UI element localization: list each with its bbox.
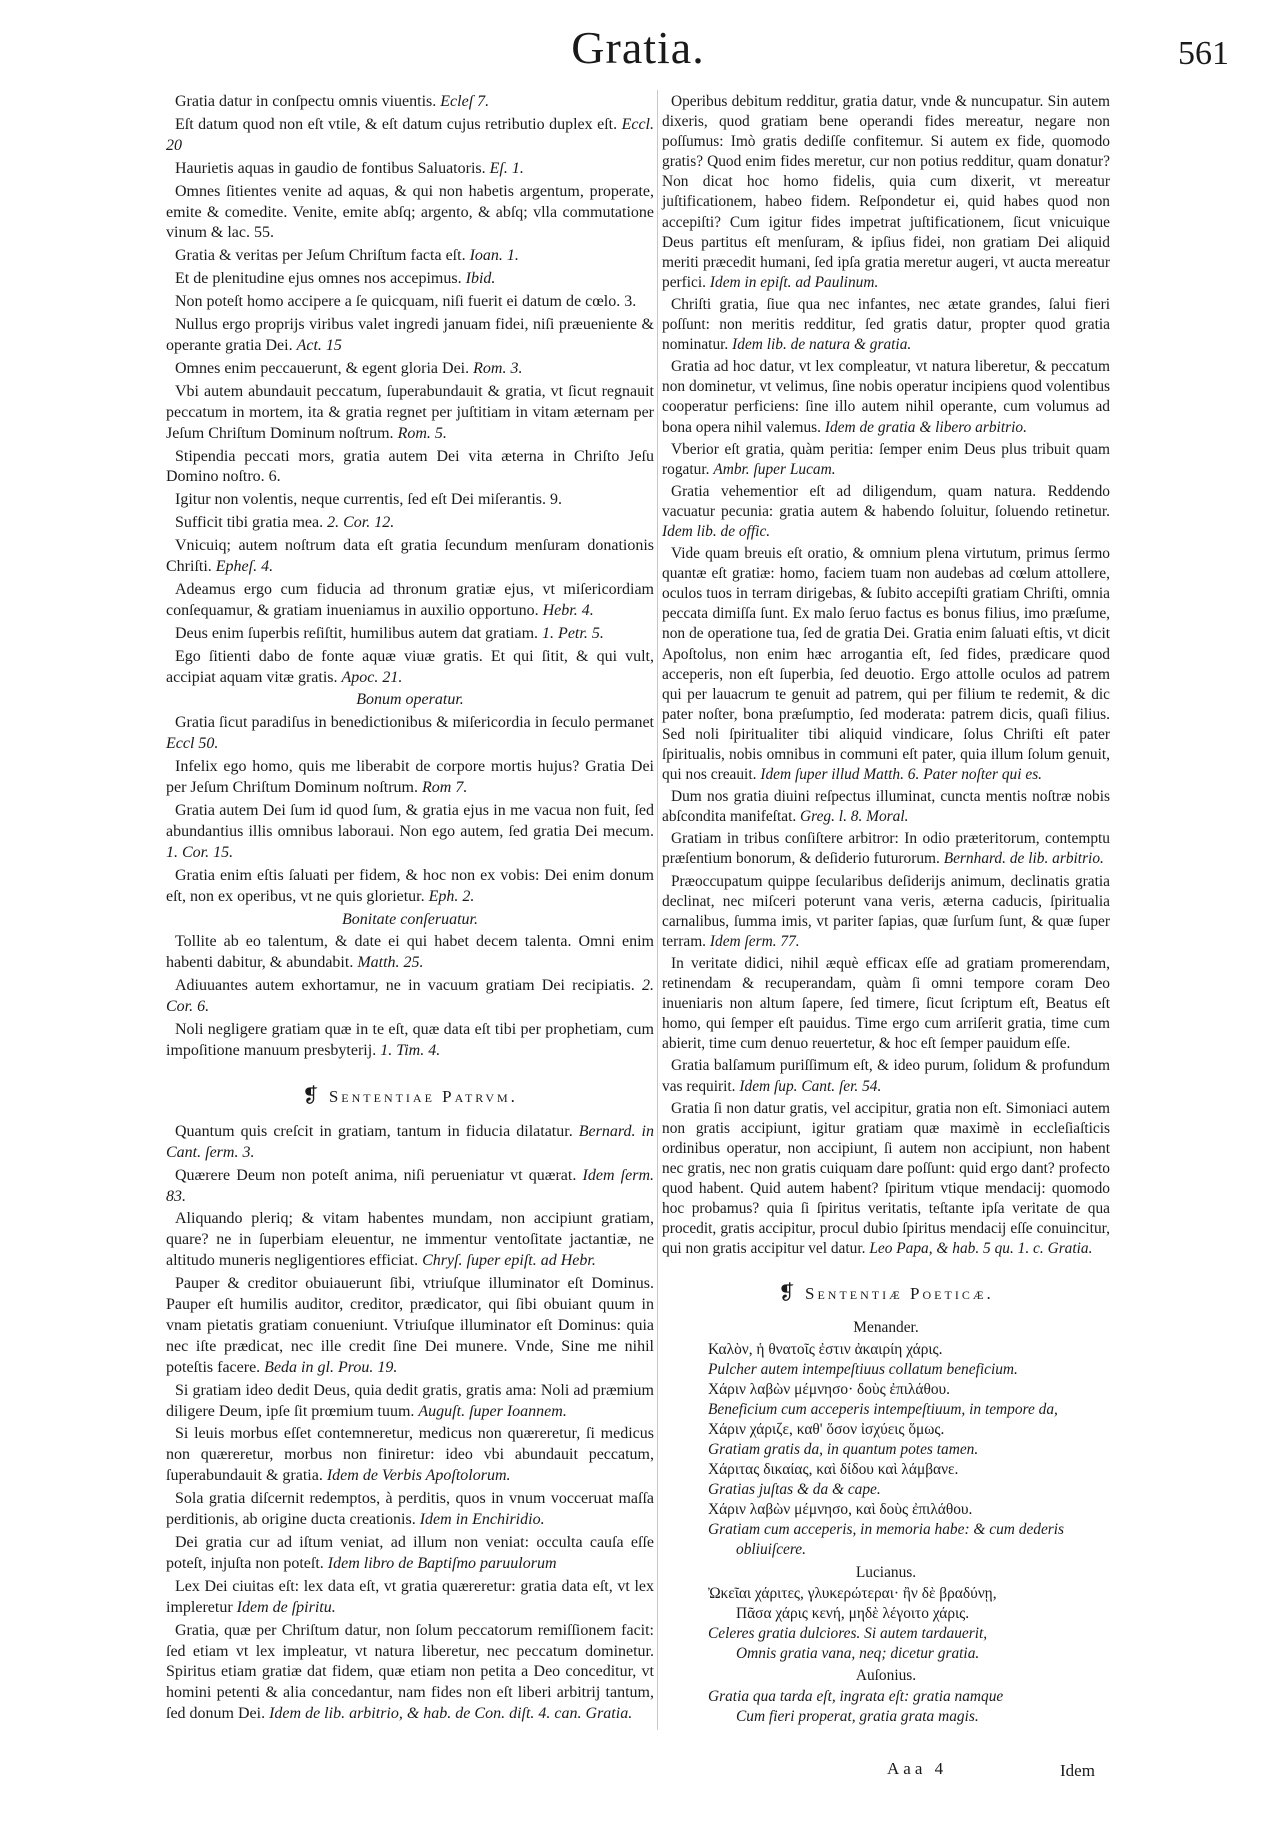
verse-line: obliuiſcere. <box>736 1541 806 1559</box>
left-column <box>166 92 654 1727</box>
printer-signature: Aaa 4 <box>887 1759 948 1778</box>
quotation-entry <box>166 580 654 622</box>
quotation-text: Chriſti gratia, ſiue qua nec infantes, nec ætate grandes, ſalui fieri poſſunt: non meritis redditur, ſed gratis datur, propter quod gratia nominatur. <box>662 295 1110 354</box>
poet-name: Menander. <box>853 1319 919 1337</box>
quotation-entry <box>662 440 1110 480</box>
subheading-bonum-operatur: Bonum operatur. <box>356 691 464 709</box>
subheading-bonitate-conseruatur: Bonitate conſeruatur. <box>342 910 478 928</box>
quotation-entry <box>662 295 1110 355</box>
quotation-citation: Idem de gratia & libero arbitrio. <box>824 418 1027 436</box>
quotation-entry <box>166 269 654 290</box>
quotation-citation: Ambr. ſuper Lucam. <box>713 460 836 478</box>
quotation-text: Quantum quis creſcit in gratiam, tantum in fiducia dilatatur. <box>175 1122 573 1140</box>
quotation-entry <box>166 447 654 489</box>
quotation-entry <box>166 115 654 157</box>
quotation-citation: Matth. 25. <box>357 954 424 972</box>
quotation-citation: Idem libro de Baptiſmo paruulorum <box>327 1554 557 1572</box>
running-title: Gratia. <box>571 22 705 73</box>
quotation-entry <box>166 624 654 645</box>
quotation-entry <box>166 1489 654 1531</box>
quotation-text: Si leuis morbus eſſet contemneretur, medicus non quæreretur, ſi medicus non quæreretur, morbus non finiretur: ideo vbi abundauit peccatum, ſuperabundauit & gratia. <box>166 1425 654 1485</box>
quotation-citation: Eccl 50. <box>166 735 219 753</box>
quotation-entry <box>166 292 654 313</box>
quotation-entry <box>166 1209 654 1272</box>
verse-line: Celeres gratia dulciores. Si autem tardauerit, <box>708 1624 988 1642</box>
quotation-entry <box>166 1424 654 1487</box>
quotation-text: Præoccupatum quippe ſecularibus deſiderijs animum, declinatis gratia declinat, nec miſceri poterunt vana veris, æterna caducis, ſpiritualia carnalibus, ſumma imis, vt pariter ſapias, quæ ſurſum ſunt, & quæ ſuper terram. <box>662 872 1110 950</box>
quotation-entry <box>166 246 654 267</box>
quotation-entry <box>662 482 1110 542</box>
quotation-citation: Bernard. in Cant. ſerm. 3. <box>166 1122 655 1161</box>
quotation-citation: Rom. 5. <box>397 424 447 442</box>
section-heading-label: Sententiæ Poeticæ. <box>805 1284 994 1304</box>
quotation-entry <box>662 787 1110 827</box>
verse-line: Ὠκεῖαι χάριτες, γλυκερώτεραι· ἢν δὲ βραδύνῃ, <box>708 1584 997 1602</box>
quotation-citation: Eph. 2. <box>428 887 475 905</box>
verse-line: Χάριν λαβὼν μέμνησο, καὶ δοὺς ἐπιλάθου. <box>708 1501 973 1519</box>
quotation-text: Sufficit tibi gratia mea. <box>175 514 324 532</box>
quotation-citation: Leo Papa, & hab. 5 qu. 1. c. Gratia. <box>869 1240 1093 1258</box>
quotation-text: Gratia & veritas per Jeſum Chriſtum facta eſt. <box>175 247 466 265</box>
quotation-citation: Idem ſuper illud Matth. 6. Pater noſter qui es. <box>760 766 1043 784</box>
left-entries-scripture <box>166 92 654 688</box>
quotation-text: Pauper & creditor obuiauerunt ſibi, vtriuſque illuminator eſt Dominus. Pauper eſt humilis auditor, creditor, prædicator, qui ſibi obuiant quum in vnam pietatis gratiam conueniunt. Vtriuſque illuminator eſt Dominus: quia nec iſte prædicat, nec ille credit ſine Dei munere. Vnde, Sine me nihil poteſtis facere. <box>166 1275 654 1376</box>
quotation-citation: Beda in gl. Prou. 19. <box>264 1358 398 1376</box>
quotation-text: Gratia ſicut paradiſus in benedictionibus & miſericordia in ſeculo permanet <box>175 714 654 732</box>
quotation-entry <box>166 1621 654 1726</box>
section-heading-label: Sententiae Patrvm. <box>328 1086 518 1106</box>
left-entries-scripture-3 <box>166 932 654 1061</box>
verse-line: Beneficium cum acceperis intempeſtiuum, in tempore da, <box>708 1400 1058 1418</box>
quotation-text: Gratia vehementior eſt ad diligendum, quam natura. Reddendo vacuatur pecunia: gratia autem & habendo ſoluitur, ſoluendo retinetur. <box>662 482 1110 520</box>
left-entries-scripture-2 <box>166 713 654 907</box>
quotation-text: Dei gratia cur ad iſtum veniat, ad illum non veniat: occulta cauſa eſſe poteſt, injuſta non poteſt. <box>166 1534 654 1572</box>
quotation-entry <box>166 1122 654 1164</box>
quotation-text: In veritate didici, nihil æquè efficax eſſe ad gratiam promerendam, retinendam & recuperandam, quàm ſi omni tempore coram Deo inueniaris non altum ſapere, ſed timere, ſicut ſcriptum eſt, Beatus eſt homo, qui ſemper eſt pauidus. Time ergo cum arriſerit gratia, time cum abierit, time cum denuo reuertetur, & hoc eſt ſemper pauidum eſſe. <box>662 954 1110 1053</box>
quotation-text: Aliquando pleriq; & vitam habentes mundam, non accipiunt gratiam, quare? ne in ſuperbiam eleuentur, ne immentur ventoſitate jactantiæ, ne altitudo muneris negligentiores efficiat. <box>166 1210 654 1270</box>
quotation-entry <box>166 1577 654 1619</box>
verse-line: Χάριν λαβὼν μέμνησο· δοὺς ἐπιλάθου. <box>708 1380 950 1398</box>
quotation-citation: Epheſ. 4. <box>215 558 274 576</box>
quotation-entry <box>166 713 654 755</box>
quotation-entry <box>166 92 654 113</box>
quotation-citation: Apoc. 21. <box>341 668 403 686</box>
quotation-citation: Act. 15 <box>296 336 342 354</box>
quotation-citation: Idem in epiſt. ad Paulinum. <box>709 273 879 291</box>
quotation-text: Gratia enim eſtis ſaluati per fidem, & hoc non ex vobis: Dei enim donum eſt, non ex operibus, vt ne quis glorietur. <box>166 866 654 905</box>
quotation-text: Tollite ab eo talentum, & date ei qui habet decem talenta. Omni enim habenti dabitur, & abundabit. <box>166 933 654 972</box>
verse-block <box>708 1340 1110 1561</box>
quotation-text: Gratia autem Dei ſum id quod ſum, & gratia ejus in me vacua non fuit, ſed abundantius illis omnibus laboraui. Non ego autem, ſed gratia Dei mecum. <box>166 802 654 840</box>
quotation-text: Vide quam breuis eſt oratio, & omnium plena virtutum, primus ſermo quantæ eſt gratiæ: homo, faciem tuam non audebas ad cœlum attollere, oculos tuos in terram dirigebas, & ſubito accepiſti gratiam Chriſti, omnia peccata dimiſſa ſunt. Ex malo ſeruo factus es bonus filius, imo præſume, non de operatione tua, ſed de gratia Dei. Gratia enim ſaluati eſtis, vt dicit Apoſtolus, non enim hæc arrogantia eſt, ſed fides, prædicare quod acceperis, non eſt ſuperbia, ſed deuotio. Ergo attolle oculos ad patrem qui per lauacrum te genuit ad patrem, qui per filium te redemit, & dic pater noſter, bona præſumptio, ſed moderata: patrem dicis, quaſi filius. Sed noli ſpiritualiter tibi aliquid vindicare, ſolus Chriſti eſt pater ſpiritualis, nobis omnibus in communi eſt pater, quia illum ſolum genuit, qui nos creauit. <box>662 545 1110 784</box>
quotation-entry <box>166 1166 654 1208</box>
right-entries-patrum <box>662 92 1110 1259</box>
verse-line: Omnis gratia vana, neq; dicetur gratia. <box>736 1644 980 1662</box>
quotation-text: Dum nos gratia diuini reſpectus illuminat, cuncta mentis noſtræ nobis abſcondita manifeſtat. <box>662 788 1110 826</box>
quotation-entry <box>662 92 1110 293</box>
quotation-text: Gratia ad hoc datur, vt lex compleatur, vt natura liberetur, & peccatum non dominetur, vt velimus, ſine nobis operatur incipiens quod volentibus cooperatur perficiens: ſine illo autem nihil operante, cum volumus ad bona opera nihil valemus. <box>662 358 1110 436</box>
left-entries-patrum <box>166 1122 654 1725</box>
quotation-text: Si gratiam ideo dedit Deus, quia dedit gratis, gratis ama: Noli ad præmium diligere Deum, ipſe ſit prœmium tuum. <box>166 1381 654 1420</box>
quotation-citation: Hebr. 4. <box>542 601 594 619</box>
quotation-text: Vnicuiq; autem noſtrum data eſt gratia ſecundum menſuram donationis Chriſti. <box>166 537 654 576</box>
quotation-text: Infelix ego homo, quis me liberabit de corpore mortis hujus? Gratia Dei per Jeſum Chriſtum Dominum noſtrum. <box>166 758 654 797</box>
section-heading-poeticae <box>662 1283 1110 1304</box>
verse-line: Πᾶσα χάρις κενή, μηδὲ λέγοιτο χάρις. <box>736 1604 970 1622</box>
quotation-text: Operibus debitum redditur, gratia datur, vnde & nuncupatur. Sin autem dixeris, quod gratiam bene operandi fides mereatur, negare non poſſumus: Imò gratis dediſſe confitemur. Si autem ex fide, quomodo gratis? Quod enim fides meretur, cur non potius redditur, quam donatur? Non dicat hoc homo fidelis, quia cum dixerit, vt mereatur juſtificationem, habeo fidem. Reſpondetur ei, quid habes quod non accepiſti? Cum igitur fides impetrat juſtificationem, ſicut vnicuique Deus partitus eſt menſuram, & ipſius fidei, non gratiam Dei aliquid meriti præcedit humani, ſed ipſa gratia meretur augeri, vt aucta mereatur perfici. <box>662 93 1110 291</box>
quotation-entry <box>166 1381 654 1423</box>
quotation-citation: 2. Cor. 6. <box>166 977 654 1016</box>
verse-line: Καλὸν, ἡ θνατοῖς ἐστιν ἀκαιρίη χάρις. <box>708 1340 943 1358</box>
poetic-quotations <box>662 1318 1110 1727</box>
pilcrow-icon: ❡ <box>778 1282 796 1305</box>
quotation-entry <box>166 647 654 689</box>
quotation-citation: Eſ. 1. <box>489 159 524 177</box>
quotation-text: Et de plenitudine ejus omnes nos accepimus. <box>175 270 462 288</box>
quotation-text: Nullus ergo proprijs viribus valet ingredi januam fidei, niſi præueniente & operante gratia Dei. <box>166 316 654 354</box>
verse-block <box>708 1687 1110 1727</box>
verse-line: Gratiam gratis da, in quantum potes tamen. <box>708 1441 979 1458</box>
quotation-citation: Ecleſ 7. <box>440 93 490 110</box>
quotation-text: Adeamus ergo cum fiducia ad thronum gratiæ ejus, vt miſericordiam conſequamur, & gratiam inueniamus in auxilio opportuno. <box>166 580 654 619</box>
right-column <box>662 92 1110 1727</box>
quotation-citation: Idem de lib. arbitrio, & hab. de Con. diſt. 4. can. Gratia. <box>269 1705 633 1723</box>
verse-block <box>708 1584 1110 1664</box>
pilcrow-icon: ❡ <box>302 1084 319 1107</box>
quotation-text: Omnes enim peccauerunt, & egent gloria Dei. <box>175 359 470 377</box>
poet-name: Auſonius. <box>855 1667 917 1685</box>
quotation-entry <box>662 544 1110 785</box>
page-number: 561 <box>1178 35 1229 72</box>
quotation-entry <box>662 357 1110 437</box>
quotation-entry <box>662 1056 1110 1096</box>
quotation-entry <box>166 359 654 380</box>
quotation-text: Haurietis aquas in gaudio de fontibus Saluatoris. <box>175 159 486 177</box>
quotation-entry <box>166 382 654 445</box>
quotation-citation: Idem lib. de offic. <box>662 522 771 540</box>
quotation-text: Gratia balſamum puriſſimum eſt, & ideo purum, ſolidum & profundum vas requirit. <box>662 1057 1110 1095</box>
quotation-citation: Idem in Enchiridio. <box>419 1511 545 1529</box>
quotation-citation: Idem lib. de natura & gratia. <box>732 336 912 354</box>
quotation-text: Gratia datur in conſpectu omnis viuentis. <box>175 93 437 110</box>
quotation-text: Sola gratia diſcernit redemptos, à perditis, quos in vnum vocceruat maſſa perditionis, ab origine ducta creationis. <box>166 1490 654 1529</box>
column-rule <box>657 90 658 1730</box>
quotation-entry <box>166 976 654 1018</box>
verse-line: Cum fieri properat, gratia grata magis. <box>736 1708 979 1726</box>
quotation-text: Non poteſt homo accipere a ſe quicquam, niſi fuerit ei datum de cœlo. 3. <box>175 293 637 311</box>
quotation-citation: Idem de ſpiritu. <box>236 1598 336 1616</box>
quotation-entry <box>166 866 654 908</box>
verse-line: Χάριτας δικαίας, καὶ δίδου καὶ λάμβανε. <box>708 1461 959 1479</box>
quotation-entry <box>166 801 654 864</box>
quotation-citation: Chryſ. ſuper epiſt. ad Hebr. <box>422 1252 596 1270</box>
quotation-citation: Idem ſup. Cant. ſer. 54. <box>739 1077 882 1095</box>
quotation-citation: Ibid. <box>465 270 496 288</box>
quotation-entry <box>166 1274 654 1379</box>
verse-line: Gratia qua tarda eſt, ingrata eſt: gratia namque <box>708 1688 1004 1706</box>
quotation-entry <box>662 872 1110 952</box>
poet-name: Lucianus. <box>855 1563 917 1581</box>
quotation-citation: Bernhard. de lib. arbitrio. <box>943 850 1104 868</box>
quotation-text: Igitur non volentis, neque currentis, ſed eſt Dei miſerantis. 9. <box>175 491 563 509</box>
quotation-entry <box>166 490 654 511</box>
quotation-entry <box>166 513 654 534</box>
quotation-text: Vberior eſt gratia, quàm peritia: ſemper enim Deus plus tribuit quam rogatur. <box>662 440 1110 478</box>
section-heading-patrum <box>166 1086 654 1108</box>
quotation-text: Gratia ſi non datur gratis, vel accipitur, gratia non eſt. Simoniaci autem non gratis accipiunt, igitur gratiam quæ maximè in eccleſiaſticis ordinibus operatur, non accipiunt, ſi autem non accipiunt, non habent nec gratis, nec non gratis cuiquam dare poſſunt: quid ergo dant? profecto quod habent. Quid autem habent? ſpiritum vtique mendacij: quomodo hoc probamus? quia ſi ſpiritus veritatis, teſtante ipſa veritate de qua procedit, gratis accipitur, procul dubio ſpiritus mendacij eſſe conuincitur, qui non gratis accipitur vel datur. <box>662 1099 1110 1258</box>
quotation-text: Quærere Deum non poteſt anima, niſi perueniatur vt quærat. <box>175 1166 577 1184</box>
quotation-citation: 1. Tim. 4. <box>380 1041 441 1059</box>
quotation-entry <box>166 536 654 578</box>
quotation-entry <box>662 1099 1110 1260</box>
quotation-entry <box>662 829 1110 869</box>
verse-line: Pulcher autem intempeſtiuus collatum beneficium. <box>708 1360 1018 1378</box>
verse-line: Gratias juſtas & da & cape. <box>708 1481 881 1499</box>
verse-line: Χάριν χάριζε, καθ' ὅσον ἰσχύεις ὅμως. <box>708 1420 945 1438</box>
quotation-citation: Greg. l. 8. Moral. <box>800 808 909 826</box>
quotation-citation: Auguſt. ſuper Ioannem. <box>418 1402 567 1420</box>
quotation-citation: Idem de Verbis Apoſtolorum. <box>326 1467 511 1485</box>
quotation-citation: Rom. 3. <box>473 359 523 377</box>
quotation-citation: Idem ſerm. 83. <box>166 1166 655 1205</box>
quotation-entry <box>166 1533 654 1575</box>
quotation-text: Vbi autem abundauit peccatum, ſuperabundauit & gratia, vt ſicut regnauit peccatum in mortem, ita & gratia regnet per juſtitiam in vitam æternam per Jeſum Chriſtum Dominum noſtrum. <box>166 382 654 442</box>
quotation-text: Stipendia peccati mors, gratia autem Dei vita æterna in Chriſto Jeſu Domino noſtro. 6. <box>166 447 654 486</box>
quotation-citation: Ioan. 1. <box>469 247 519 265</box>
quotation-text: Eſt datum quod non eſt vtile, & eſt datum cujus retributio duplex eſt. <box>175 115 618 133</box>
quotation-text: Noli negligere gratiam quæ in te eſt, quæ data eſt tibi per prophetiam, cum impoſitione manuum presbyterij. <box>166 1021 654 1059</box>
quotation-text: Gratiam in tribus conſiſtere arbitror: In odio præteritorum, contemptu præſentium bonorum, & deſiderio futurorum. <box>662 830 1110 868</box>
quotation-entry <box>662 954 1110 1054</box>
quotation-citation: 1. Petr. 5. <box>542 624 604 642</box>
quotation-entry <box>166 315 654 357</box>
quotation-citation: Rom 7. <box>421 779 468 797</box>
quotation-citation: 2. Cor. 12. <box>327 514 395 532</box>
catchword: Idem <box>1060 1761 1095 1780</box>
quotation-text: Omnes ſitientes venite ad aquas, & qui non habetis argentum, properate, emite & comedite. Venite, emite abſq; argento, & abſq; vlla commutatione vinum & lac. 55. <box>166 182 654 242</box>
quotation-entry <box>166 182 654 245</box>
quotation-text: Gratia, quæ per Chriſtum datur, non ſolum peccatorum remiſſionem facit: ſed etiam vt lex impleatur, vt natura liberetur, nec peccatum dominetur. Spiritus etiam gratiæ dat fidem, quæ etiam non petita a Deo conceditur, vt homini petenti & alia concedantur, nam fides non eſt liberi arbitrij tantum, ſed donum Dei. <box>166 1621 654 1723</box>
quotation-citation: Eccl. 20 <box>166 115 654 154</box>
quotation-citation: Idem ſerm. 77. <box>709 932 800 950</box>
quotation-entry <box>166 932 654 974</box>
quotation-entry <box>166 1020 654 1062</box>
quotation-text: Lex Dei ciuitas eſt: lex data eſt, vt gratia quæreretur: gratia data eſt, vt lex impleretur <box>166 1577 654 1616</box>
quotation-entry <box>166 757 654 799</box>
quotation-citation: 1. Cor. 15. <box>166 843 234 861</box>
quotation-text: Adiuuantes autem exhortamur, ne in vacuum gratiam Dei recipiatis. <box>175 977 635 995</box>
quotation-text: Deus enim ſuperbis reſiſtit, humilibus autem dat gratiam. <box>175 624 539 642</box>
quotation-entry <box>166 159 654 180</box>
verse-line: Gratiam cum acceperis, in memoria habe: & cum dederis <box>708 1521 1065 1539</box>
quotation-text: Ego ſitienti dabo de fonte aquæ viuæ gratis. Et qui ſitit, & qui vult, accipiat aquam vitæ gratis. <box>166 647 654 686</box>
